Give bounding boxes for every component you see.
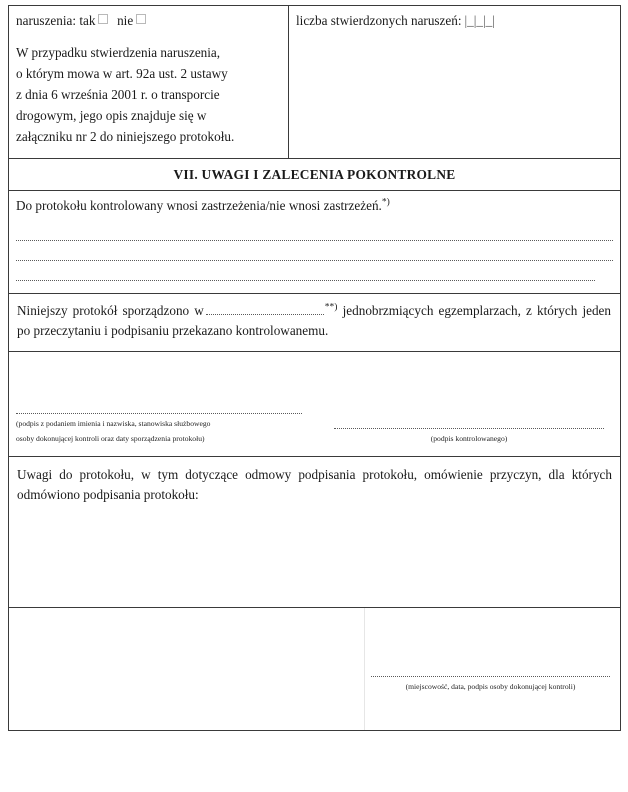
table-row-final	[9, 607, 621, 730]
violations-note	[16, 43, 281, 147]
violations-choice-line	[16, 12, 281, 30]
inspector-signature-line[interactable]	[16, 413, 302, 414]
violations-note-line: z dnia 6 września 2001 r. o transporcie	[16, 87, 220, 103]
violations-count-line	[296, 12, 613, 30]
violations-yes-label: tak	[79, 13, 96, 28]
violations-cell	[9, 6, 289, 159]
copies-count-input[interactable]	[206, 303, 324, 315]
table-row-reservations	[9, 191, 621, 294]
signatures-cell	[9, 351, 621, 456]
inspected-signature-block	[334, 428, 604, 446]
final-signature-block	[371, 676, 610, 694]
reservations-text: Do protokołu kontrolowany wnosi zastrzeżenia/nie wnosi zastrzeżeń.	[16, 198, 382, 213]
footnote-mark-single: *)	[381, 197, 390, 208]
violations-count-input[interactable]: |_|_|_|	[464, 13, 495, 28]
footnote-mark-double: **)	[324, 302, 338, 313]
copies-text-before: Niniejszy protokół sporządzono w	[17, 303, 204, 319]
violations-no-checkbox[interactable]	[136, 14, 146, 24]
inspector-signature-caption	[16, 417, 302, 445]
violations-count-label: liczba stwierdzonych naruszeń:	[296, 13, 462, 28]
table-row-signatures	[9, 351, 621, 456]
inspector-caption-line: osoby dokonującej kontroli oraz daty sporządzenia protokołu)	[16, 433, 205, 443]
violations-label: naruszenia:	[16, 13, 77, 28]
reservations-cell	[9, 191, 621, 294]
inspected-signature-line[interactable]	[334, 428, 604, 429]
reservations-blank-line[interactable]	[16, 216, 613, 241]
remarks-prompt: Uwagi do protokołu, w tym dotyczące odmowy podpisania protokołu, omówienie przyczyn, dla których odmówiono podpisania protokołu:	[17, 466, 612, 503]
inspected-signature-caption: (podpis kontrolowanego)	[430, 433, 508, 443]
reservations-blank-line[interactable]	[16, 261, 613, 281]
inspector-caption-line: (podpis z podaniem imienia i nazwiska, stanowiska służbowego	[16, 419, 211, 429]
table-row-copies	[9, 294, 621, 351]
violations-note-line: o którym mowa w art. 92a ust. 2 ustawy	[16, 66, 228, 82]
reservations-statement	[16, 196, 613, 216]
copies-cell	[9, 294, 621, 351]
violations-note-line: załączniku nr 2 do niniejszego protokołu.	[16, 128, 235, 144]
table-row-violations	[9, 6, 621, 159]
copies-text-after: jednobrzmiących egzemplarzach, z których jeden po przeczytaniu i podpisaniu przekazano kontrolowanemu.	[17, 303, 611, 339]
violations-note-line: W przypadku stwierdzenia naruszenia,	[16, 45, 221, 61]
violations-no-label: nie	[117, 13, 134, 28]
table-row-remarks	[9, 456, 621, 607]
final-cell[interactable]	[9, 607, 621, 730]
final-signature-line[interactable]	[371, 676, 610, 677]
violations-yes-checkbox[interactable]	[98, 14, 108, 24]
violations-count-cell	[289, 6, 621, 159]
reservations-blank-line[interactable]	[16, 241, 613, 261]
remarks-cell[interactable]	[9, 456, 621, 607]
section-heading-cell	[9, 159, 621, 191]
protocol-form-table	[8, 5, 621, 731]
bottom-column-divider	[364, 608, 365, 730]
table-row-section-heading	[9, 159, 621, 191]
page-title: VII. UWAGI I ZALECENIA POKONTROLNE	[173, 167, 456, 182]
inspector-signature-block	[16, 413, 302, 445]
final-signature-caption: (miejscowość, data, podpis osoby dokonującej kontroli)	[405, 681, 576, 691]
violations-note-line: drogowym, jego opis znajduje się w	[16, 108, 207, 124]
